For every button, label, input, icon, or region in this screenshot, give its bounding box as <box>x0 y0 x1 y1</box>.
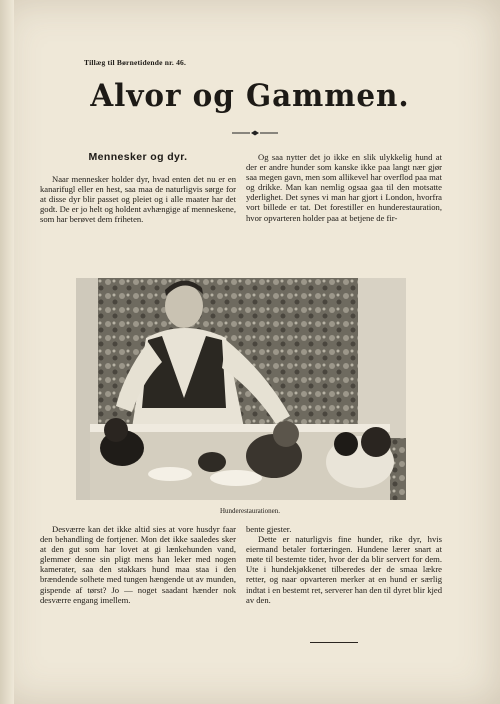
paragraph: Naar mennesker holder dyr, hvad enten det nu er en kanarifugl eller en hest, saa maa de naturligvis sørge for at disse dyr blir passet og pleiet og i alle maater har det godt. De er jo helt og holdent avhængige af menneskene, som har berøvet dem friheten. <box>40 174 236 225</box>
supplement-line: Tillæg til Børnetidende nr. 46. <box>84 58 187 67</box>
end-rule <box>310 642 358 643</box>
dog-restaurant-photo <box>76 278 406 500</box>
masthead-title: Alvor og Gammen. <box>90 78 410 114</box>
paragraph: bente gjester. <box>246 524 292 534</box>
article-column-right-top <box>246 152 442 223</box>
article-column-right-bottom <box>246 524 442 605</box>
photo-caption: Hunderestaurationen. <box>219 507 281 515</box>
photograph <box>76 278 406 500</box>
article-headline: Mennesker og dyr. <box>88 151 188 163</box>
article-column-left-bottom <box>40 524 236 605</box>
ornament-divider <box>232 130 278 136</box>
article-column-left-top <box>40 152 236 225</box>
paragraph: Dette er naturligvis fine hunder, rike dyr, hvis eiermand betaler fortæringen. Hundene lærer snart at møte til bestemte tider, hvor der da blir servert for dem. Ute i hundekjøkkenet tilberedes der de smaa lækre retter, og naar opvarteren merker at en hund er særlig indtat i en bestemt ret, serverer han den til dyret blir kjed av den. <box>246 534 442 605</box>
paragraph: Desværre kan det ikke altid sies at vore husdyr faar den behandling de fortjener. Mon det ikke saaledes sker at den gut som har lovet at gi lænkehunden vand, glemmer denne sin pligt mens han leker med nogen kamerater, saa den stakkars hund maa staa i den brændende solhete med tungen hængende ut av munden, gispende af tørst? Jo — noget saadant hænder nok desværre engang imellem. <box>40 524 236 605</box>
paragraph: Og saa nytter det jo ikke en slik ulykkelig hund at der er andre hunder som kanske ikke paa langt nær gjør saa megen gavn, men som allikevel har overflod paa mat og drikke. Man kan nemlig ogsaa gaa til den motsatte yderlighet. Det synes vi man har gjort i London, hvorfra vort billede er tat. Det forestiller en hunderestauration, hvor opvarteren holder paa at betjene de fir- <box>246 152 442 223</box>
